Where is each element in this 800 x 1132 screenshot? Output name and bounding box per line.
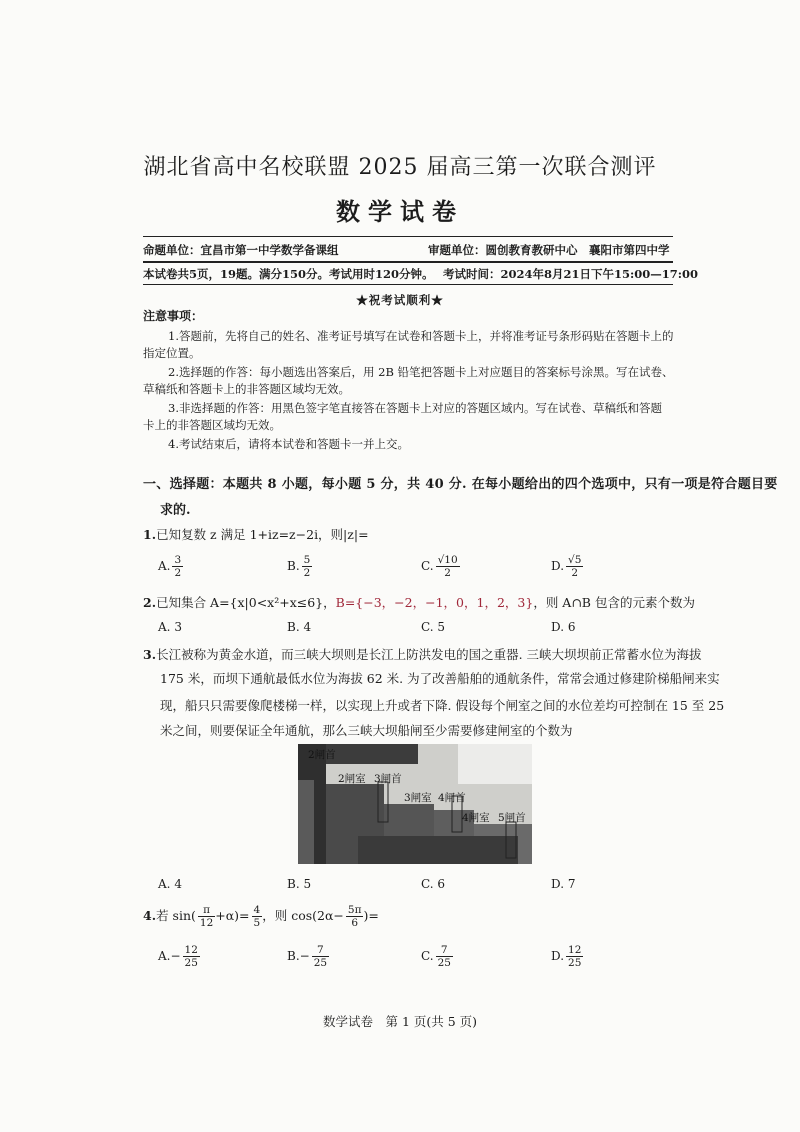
notice-line: 4.考试结束后，请将本试卷和答题卡一并上交。 [168, 437, 409, 451]
question-stem: 米之间，则要保证全年通航，那么三峡大坝船闸至少需要修建闸室的个数为 [160, 723, 573, 738]
exam-subtitle: 数学试卷 [336, 197, 464, 226]
question-number: 3. [143, 647, 157, 662]
page-footer: 数学试卷 第 1 页(共 5 页) [322, 1014, 478, 1029]
option-text: 4 [174, 877, 182, 891]
option-numerator: 5 [303, 554, 311, 566]
option-c [421, 554, 460, 579]
fraction-denominator: 6 [351, 917, 359, 929]
option-letter: D. [551, 877, 565, 891]
question-stem: 长江被称为黄金水道，而三峡大坝则是长江上防洪发电的国之重器. 三峡大坝坝前正常蓄水位为海拔 [156, 647, 702, 662]
question-stem-a: 已知集合 A={x|0<x²+x≤6}， [156, 595, 336, 610]
section-heading: 一、选择题：本题共 8 小题，每小题 5 分，共 40 分. 在每小题给出的四个选项中，只有一项是符合题目要 [143, 477, 778, 492]
question-stem: )= [363, 908, 379, 923]
ship-lock-diagram [298, 744, 532, 864]
option-text: 6 [567, 620, 576, 634]
option-numerator: 3 [174, 554, 182, 566]
option-letter: D. [551, 949, 565, 963]
option-denominator: 2 [444, 567, 451, 579]
option-denominator: 25 [568, 957, 582, 969]
notice-line: 草稿纸和答题卡上的非答题区域均无效。 [143, 382, 350, 396]
option-numerator: 12 [568, 944, 582, 956]
header-divider-bottom [143, 284, 673, 285]
option-b [287, 877, 311, 891]
option-letter: B. [287, 559, 300, 573]
question-3 [143, 645, 702, 663]
option-denominator: 25 [437, 957, 451, 969]
option-letter: D. [551, 559, 565, 573]
option-denominator: 2 [303, 567, 311, 579]
section-heading-cont: 求的. [160, 503, 191, 518]
option-letter: C. [421, 949, 434, 963]
option-letter: A. [158, 949, 171, 963]
option-denominator: 25 [313, 957, 328, 969]
option-c [421, 877, 445, 891]
option-text: 4 [303, 620, 312, 634]
paper-info: 本试卷共5页，19题。满分150分。考试用时120分钟。 [143, 267, 434, 281]
question-number: 2. [143, 595, 157, 610]
exam-time: 考试时间：2024年8月21日下午15:00—17:00 [443, 267, 699, 281]
option-c [421, 620, 445, 634]
option-numerator: √5 [568, 554, 582, 566]
option-text: 6 [437, 877, 446, 891]
notice-title: 注意事项： [143, 309, 204, 323]
option-letter: B. [287, 949, 300, 963]
option-letter: A. [158, 877, 171, 891]
option-text: 5 [437, 620, 446, 634]
option-letter: C. [421, 559, 434, 573]
figure-label: 4闸室 [462, 812, 490, 824]
option-denominator: 2 [174, 567, 182, 579]
header-divider-middle [143, 261, 673, 263]
option-numerator: 12 [184, 944, 198, 956]
question-stem: 现，船只只需要像爬楼梯一样，以实现上升或者下降. 假设每个闸室之间的水位差均可控制在 15 至 25 [160, 698, 725, 713]
figure-label: 3闸首 [374, 773, 402, 785]
exam-title: 湖北省高中名校联盟 2025 届高三第一次联合测评 [143, 155, 657, 180]
option-d [551, 877, 575, 891]
question-number: 1. [143, 527, 157, 542]
option-a [158, 877, 182, 891]
option-c [421, 944, 453, 969]
option-b [287, 620, 311, 634]
question-2 [143, 593, 695, 611]
question-stem: 175 米，而坝下通航最低水位为海拔 62 米. 为了改善船舶的通航条件，常常会通过修建阶梯船闸来实 [160, 671, 720, 686]
question-4 [143, 904, 379, 929]
question-stem: 若 sin( [156, 908, 196, 923]
notice-line: 1.答题前，先将自己的姓名、准考证号填写在试卷和答题卡上，并将准考证号条形码贴在答题卡上的 [168, 329, 674, 343]
option-text: 5 [303, 877, 312, 891]
good-luck-banner: ★祝考试顺利★ [356, 293, 444, 307]
option-letter: A. [158, 620, 171, 634]
figure-label: 4闸首 [438, 792, 466, 804]
option-letter: D. [551, 620, 565, 634]
option-numerator: 7 [436, 944, 453, 957]
figure-label: 3闸室 [404, 792, 432, 804]
option-denominator: 25 [184, 957, 198, 969]
reviewer-info: 审题单位：圆创教育教研中心 襄阳市第四中学 [428, 243, 670, 257]
option-d [551, 554, 583, 579]
notice-line: 指定位置。 [143, 346, 201, 360]
option-letter: C. [421, 877, 434, 891]
set-b: B={−3，−2，−1，0，1，2，3} [335, 595, 534, 610]
option-d [551, 620, 575, 634]
option-sign: − [299, 949, 310, 963]
fraction-numerator: 4 [253, 904, 261, 916]
question-1 [143, 525, 369, 543]
fraction-numerator: 5π [347, 904, 362, 916]
option-d [551, 944, 583, 969]
question-number: 4. [143, 908, 157, 923]
figure-label: 5闸首 [498, 812, 526, 824]
option-b [287, 554, 312, 579]
option-a [158, 554, 183, 579]
question-stem: +α)= [215, 908, 250, 923]
option-letter: B. [287, 877, 300, 891]
option-letter: C. [421, 620, 434, 634]
option-letter: B. [287, 620, 300, 634]
header-divider-top [143, 236, 673, 237]
option-text: 7 [567, 877, 576, 891]
option-b [287, 944, 329, 969]
question-stem: 已知复数 z 满足 1+iz=z−2i，则|z|= [156, 527, 369, 542]
fraction-denominator: 5 [253, 917, 261, 929]
option-a [158, 944, 200, 969]
option-text: 3 [174, 620, 182, 634]
notice-line: 2.选择题的作答：每小题选出答案后，用 2B 铅笔把答题卡上对应题目的答案标号涂黑。写在试卷、 [168, 365, 674, 379]
option-denominator: 2 [571, 567, 579, 579]
notice-line: 3.非选择题的作答：用黑色签字笔直接答在答题卡上对应的答题区域内。写在试卷、草稿纸和答题 [168, 401, 662, 415]
option-a [158, 620, 182, 634]
proposer-info: 命题单位：宜昌市第一中学数学备课组 [143, 243, 339, 257]
notice-line: 卡上的非答题区域均无效。 [143, 418, 281, 432]
fraction-numerator: π [198, 904, 215, 917]
fraction-denominator: 12 [199, 917, 214, 929]
figure-label: 2闸室 [338, 773, 366, 785]
figure-label: 2闸首 [308, 749, 336, 761]
option-numerator: 7 [312, 944, 329, 957]
option-letter: A. [158, 559, 171, 573]
question-stem: ，则 cos(2α− [262, 908, 344, 923]
question-stem-c: ，则 A∩B 包含的元素个数为 [533, 595, 695, 610]
option-sign: − [170, 949, 181, 963]
option-numerator: √10 [437, 554, 458, 566]
